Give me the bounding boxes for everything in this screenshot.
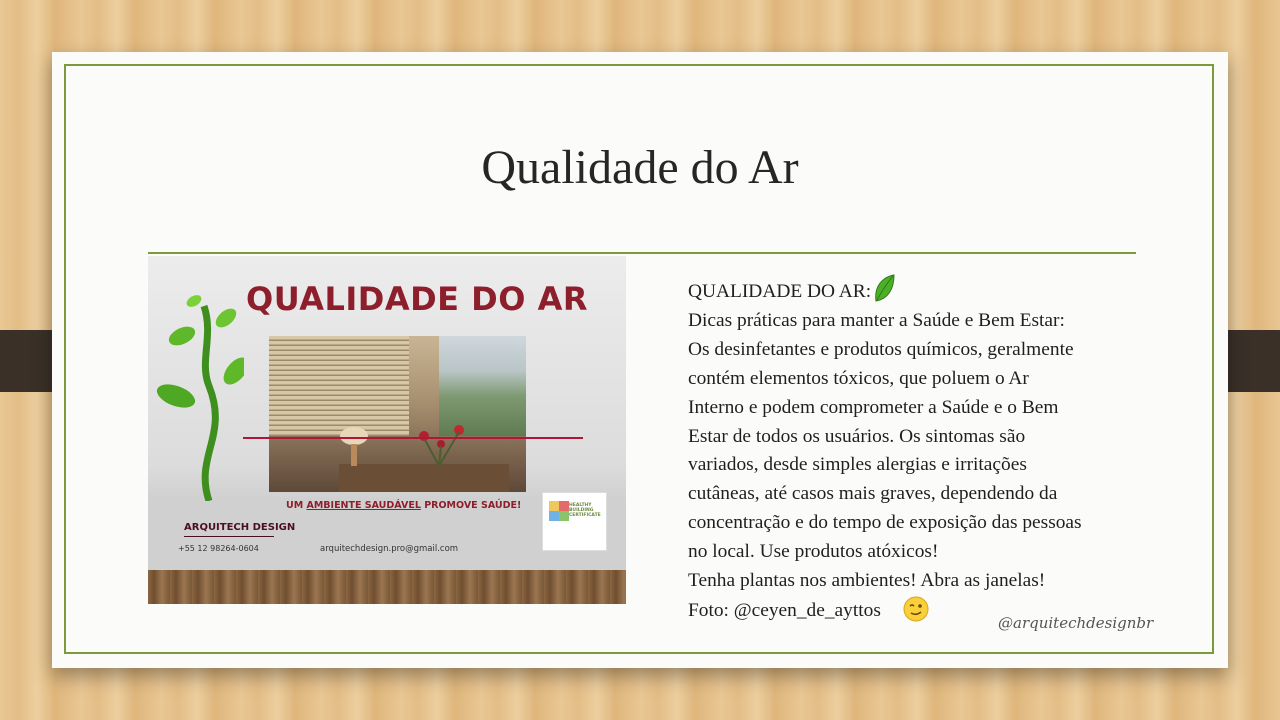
body-line: Interno e podem comprometer a Saúde e o Bem <box>688 396 1059 418</box>
body-text <box>688 273 1188 626</box>
body-line: contém elementos tóxicos, que poluem o Ar <box>688 367 1029 389</box>
title-divider <box>148 252 1136 254</box>
slide-title: Qualidade do Ar <box>481 141 799 194</box>
body-line: Estar de todos os usuários. Os sintomas são <box>688 425 1026 447</box>
poster-image <box>148 256 626 604</box>
body-line: Foto: @ceyen_de_ayttos <box>688 596 1188 626</box>
body-line: Tenha plantas nos ambientes! Abra as janelas! <box>688 570 1046 592</box>
poster-divider <box>243 437 583 439</box>
body-line: concentração e do tempo de exposição das pessoas <box>688 512 1082 534</box>
flowers-and-lamp <box>329 416 509 492</box>
body-line: Os desinfetantes e produtos químicos, geralmente <box>688 338 1074 360</box>
author-signature: @arquitechdesignbr <box>998 614 1154 632</box>
body-line: no local. Use produtos atóxicos! <box>688 541 939 563</box>
healthy-building-certificate <box>542 492 607 551</box>
poster-heading: QUALIDADE DO AR <box>246 280 588 318</box>
wooden-floor <box>148 570 626 604</box>
phone-number: +55 12 98264-0604 <box>178 544 259 553</box>
body-line: QUALIDADE DO AR: <box>688 273 1188 307</box>
body-line: cutâneas, até casos mais graves, dependendo da <box>688 483 1058 505</box>
plant-illustration <box>154 286 244 501</box>
body-line: variados, desde simples alergias e irritações <box>688 454 1027 476</box>
poster-slogan: UM AMBIENTE SAUDÁVEL PROMOVE SAÚDE! <box>286 500 522 511</box>
wink-emoji-icon <box>903 596 929 622</box>
brand-underline <box>184 536 274 537</box>
email-address: arquitechdesign.pro@gmail.com <box>320 544 459 554</box>
certificate-text: HEALTHY BUILDING CERTIFICATE <box>569 503 601 518</box>
body-line: Dicas práticas para manter a Saúde e Bem Estar: <box>688 309 1065 331</box>
slide <box>52 52 1228 668</box>
brand-name: ARQUITECH DESIGN <box>184 522 296 533</box>
certificate-logo-icon <box>549 501 569 521</box>
leaf-icon <box>872 273 896 303</box>
window-photo <box>269 336 526 492</box>
